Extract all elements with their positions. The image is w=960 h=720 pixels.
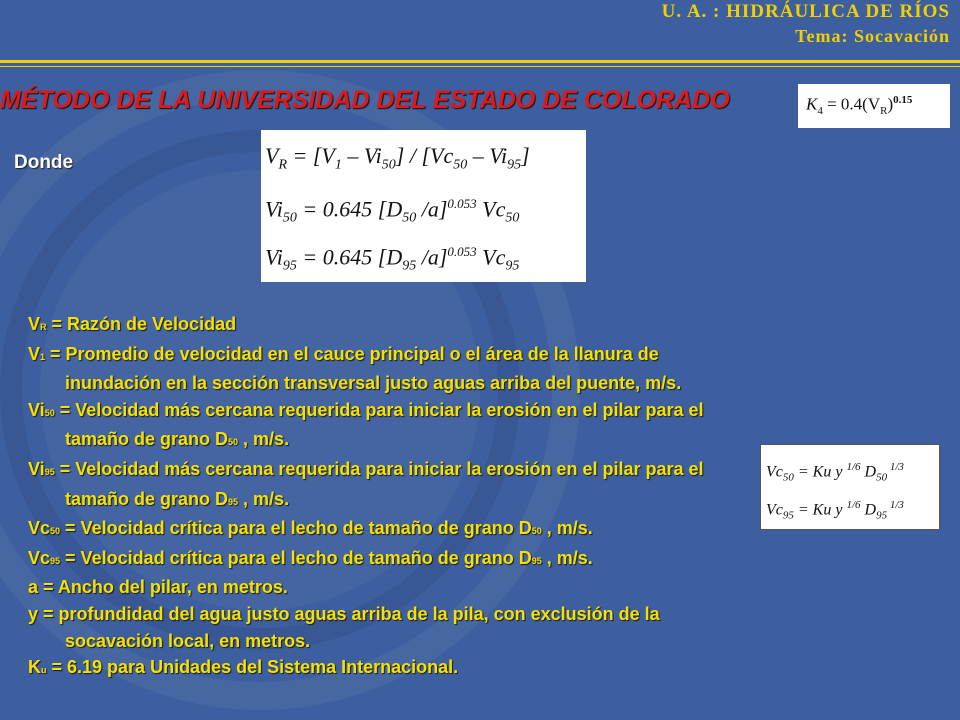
definition-vi95: Vi95 = Velocidad más cercana requerida para iniciar la erosión en el pilar para el tamaño de grano D95 , m/s.: [28, 458, 704, 509]
donde-label: Donde: [14, 152, 74, 173]
header-topic: Tema: Socavación: [795, 26, 950, 46]
critical-velocity-formulas: [760, 444, 940, 530]
definition-vc95: Vc95 = Velocidad crítica para el lecho de tamaño de grano D95 , m/s.: [28, 547, 593, 568]
vc95-formula: $Vc_{95} = Ku$ y $^{1/6}$ $D_{95}$ $^{1/3}$: [766, 499, 904, 522]
k4-formula-text: $K_4 = 0.4(V_R)^{0.15}$: [806, 94, 913, 118]
definition-y: y = profundidad del agua justo aguas arriba de la pila, con exclusión de la socavación local, en metros.: [28, 603, 660, 651]
velocity-ratio-formulas: [261, 130, 586, 282]
definition-ku: Ku = 6.19 para Unidades del Sistema Internacional.: [28, 657, 459, 678]
definition-a: a = Ancho del pilar, en metros.: [28, 577, 288, 598]
definitions-list: [28, 311, 748, 684]
vr-formula: $V_R = [V_1 - Vi_{50}] / [Vc_{50} - Vi_{95}]$: [265, 143, 530, 173]
definition-v1: V1 = Promedio de velocidad en el cauce principal o el área de la llanura de inundación en la sección transversal justo aguas arriba del puente, m/s.: [28, 343, 682, 394]
vi95-formula: $Vi_{95} = 0.645$ [$D_{95}$ /a]$^{0.053}$ $Vc_{95}$: [265, 244, 520, 274]
definition-vi50: Vi50 = Velocidad más cercana requerida para iniciar la erosión en el pilar para el tamaño de grano D50 , m/s.: [28, 399, 704, 450]
header-title: [662, 0, 950, 48]
k4-formula: [798, 84, 950, 128]
definition-vc50: Vc50 = Velocidad crítica para el lecho de tamaño de grano D50 , m/s.: [28, 518, 593, 539]
vi50-formula: $Vi_{50} = 0.645$ [$D_{50}$ /a]$^{0.053}$ $Vc_{50}$: [265, 196, 520, 226]
definition-vr: VR = Razón de Velocidad: [28, 314, 237, 334]
header-divider: [0, 60, 960, 63]
header-divider-thin: [0, 66, 960, 67]
page-title: MÉTODO DE LA UNIVERSIDAD DEL ESTADO DE COLORADO: [0, 86, 730, 114]
header-course: U. A. : HIDRÁULICA DE RÍOS: [661, 1, 950, 22]
vc50-formula: $Vc_{50} = Ku$ y $^{1/6}$ $D_{50}$ $^{1/3}$: [766, 461, 904, 484]
